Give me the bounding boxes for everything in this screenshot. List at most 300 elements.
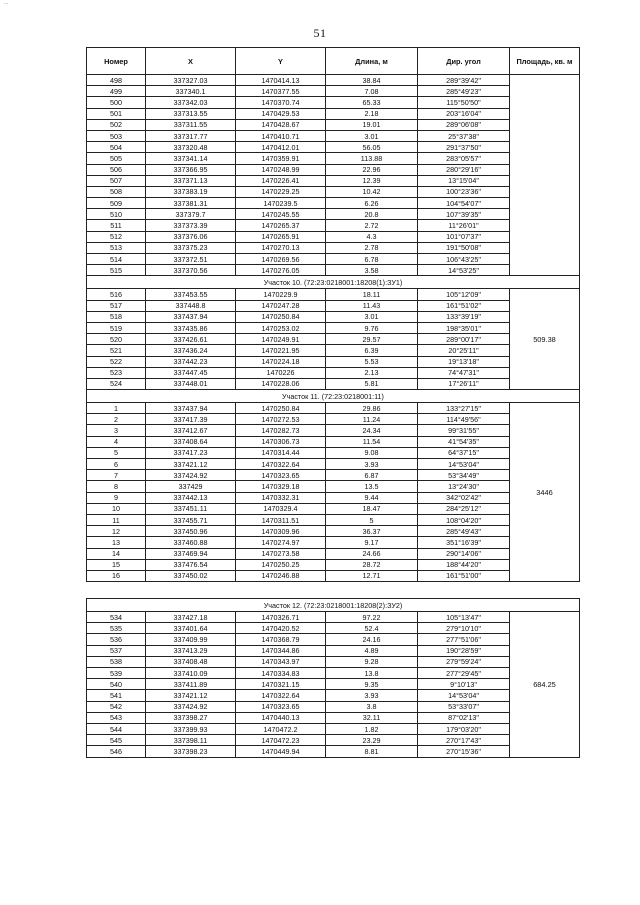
length-cell: 6.87 xyxy=(326,470,418,481)
y-cell: 1470329.18 xyxy=(236,481,326,492)
x-cell: 337426.61 xyxy=(146,334,236,345)
y-cell: 1470332.31 xyxy=(236,492,326,503)
y-cell: 1470377.55 xyxy=(236,86,326,97)
table-body xyxy=(87,75,580,758)
direction-angle-cell: 277°29'45" xyxy=(418,668,510,679)
table-row xyxy=(87,367,580,378)
length-cell: 11.54 xyxy=(326,436,418,447)
length-cell: 24.34 xyxy=(326,425,418,436)
x-cell: 337340.1 xyxy=(146,86,236,97)
point-number-cell: 10 xyxy=(87,503,146,514)
table-row xyxy=(87,345,580,356)
table-row xyxy=(87,425,580,436)
length-cell: 3.93 xyxy=(326,459,418,470)
table-row xyxy=(87,97,580,108)
point-number-cell: 507 xyxy=(87,175,146,186)
direction-angle-cell: 190°28'59" xyxy=(418,645,510,656)
direction-angle-cell: 25°37'38" xyxy=(418,130,510,141)
x-cell: 337437.94 xyxy=(146,403,236,414)
direction-angle-cell: 191°50'08" xyxy=(418,242,510,253)
point-number-cell: 508 xyxy=(87,186,146,197)
point-number-cell: 522 xyxy=(87,356,146,367)
table-row xyxy=(87,130,580,141)
x-cell: 337442.23 xyxy=(146,356,236,367)
x-cell: 337412.67 xyxy=(146,425,236,436)
x-cell: 337455.71 xyxy=(146,514,236,525)
direction-angle-cell: 14°53'25" xyxy=(418,265,510,276)
point-number-cell: 9 xyxy=(87,492,146,503)
direction-angle-cell: 64°37'15" xyxy=(418,447,510,458)
table-row xyxy=(87,254,580,265)
length-cell: 2.13 xyxy=(326,367,418,378)
length-cell: 13.5 xyxy=(326,481,418,492)
y-cell: 1470269.56 xyxy=(236,254,326,265)
table-row xyxy=(87,690,580,701)
length-cell: 5.81 xyxy=(326,378,418,389)
table-row xyxy=(87,242,580,253)
length-cell: 52.4 xyxy=(326,623,418,634)
point-number-cell: 514 xyxy=(87,254,146,265)
y-cell: 1470250.84 xyxy=(236,403,326,414)
length-cell: 2.18 xyxy=(326,108,418,119)
y-cell: 1470270.13 xyxy=(236,242,326,253)
area-cell xyxy=(510,75,580,276)
length-cell: 10.42 xyxy=(326,186,418,197)
point-number-cell: 498 xyxy=(87,75,146,86)
length-cell: 23.29 xyxy=(326,735,418,746)
y-cell: 1470414.13 xyxy=(236,75,326,86)
direction-angle-cell: 101°07'37" xyxy=(418,231,510,242)
x-cell: 337421.12 xyxy=(146,690,236,701)
x-cell: 337448.01 xyxy=(146,378,236,389)
direction-angle-cell: 198°35'01" xyxy=(418,322,510,333)
x-cell: 337429 xyxy=(146,481,236,492)
direction-angle-cell: 291°37'50" xyxy=(418,142,510,153)
x-cell: 337427.18 xyxy=(146,612,236,623)
y-cell: 1470274.97 xyxy=(236,537,326,548)
table-row xyxy=(87,75,580,86)
length-cell: 2.78 xyxy=(326,242,418,253)
table-row xyxy=(87,414,580,425)
table-row xyxy=(87,108,580,119)
length-cell: 24.66 xyxy=(326,548,418,559)
y-cell: 1470253.02 xyxy=(236,322,326,333)
table-row xyxy=(87,701,580,712)
table-row xyxy=(87,153,580,164)
table-row xyxy=(87,119,580,130)
point-number-cell: 517 xyxy=(87,300,146,311)
length-cell: 12.39 xyxy=(326,175,418,186)
x-cell: 337376.06 xyxy=(146,231,236,242)
direction-angle-cell: 104°54'07" xyxy=(418,198,510,209)
x-cell: 337320.48 xyxy=(146,142,236,153)
length-cell: 5.53 xyxy=(326,356,418,367)
y-cell: 1470229.9 xyxy=(236,289,326,300)
y-cell: 1470226.41 xyxy=(236,175,326,186)
direction-angle-cell: 14°53'04" xyxy=(418,459,510,470)
y-cell: 1470334.83 xyxy=(236,668,326,679)
table-row xyxy=(87,231,580,242)
table-row xyxy=(87,403,580,414)
x-cell: 337413.29 xyxy=(146,645,236,656)
length-cell: 13.8 xyxy=(326,668,418,679)
x-cell: 337366.95 xyxy=(146,164,236,175)
y-cell: 1470322.64 xyxy=(236,459,326,470)
length-cell: 32.11 xyxy=(326,712,418,723)
point-number-cell: 518 xyxy=(87,311,146,322)
y-cell: 1470273.58 xyxy=(236,548,326,559)
direction-angle-cell: 105°12'09" xyxy=(418,289,510,300)
direction-angle-cell: 11°26'01" xyxy=(418,220,510,231)
table-row xyxy=(87,679,580,690)
table-row xyxy=(87,612,580,623)
y-cell: 1470326.71 xyxy=(236,612,326,623)
direction-angle-cell: 285°49'43" xyxy=(418,526,510,537)
y-cell: 1470472.23 xyxy=(236,735,326,746)
direction-angle-cell: 115°50'50" xyxy=(418,97,510,108)
x-cell: 337383.19 xyxy=(146,186,236,197)
table-row xyxy=(87,378,580,389)
direction-angle-cell: 280°29'16" xyxy=(418,164,510,175)
point-number-cell: 541 xyxy=(87,690,146,701)
table-row xyxy=(87,559,580,570)
length-cell: 9.76 xyxy=(326,322,418,333)
point-number-cell: 2 xyxy=(87,414,146,425)
x-cell: 337375.23 xyxy=(146,242,236,253)
point-number-cell: 505 xyxy=(87,153,146,164)
table-row xyxy=(87,481,580,492)
header-x: X xyxy=(146,48,236,75)
x-cell: 337447.45 xyxy=(146,367,236,378)
direction-angle-cell: 9°10'13" xyxy=(418,679,510,690)
point-number-cell: 534 xyxy=(87,612,146,623)
point-number-cell: 11 xyxy=(87,514,146,525)
direction-angle-cell: 290°14'06" xyxy=(418,548,510,559)
y-cell: 1470428.67 xyxy=(236,119,326,130)
y-cell: 1470309.96 xyxy=(236,526,326,537)
length-cell: 4.89 xyxy=(326,645,418,656)
direction-angle-cell: 284°25'12" xyxy=(418,503,510,514)
table-row xyxy=(87,645,580,656)
x-cell: 337373.39 xyxy=(146,220,236,231)
y-cell: 1470228.06 xyxy=(236,378,326,389)
length-cell: 12.71 xyxy=(326,570,418,581)
point-number-cell: 535 xyxy=(87,623,146,634)
x-cell: 337408.48 xyxy=(146,656,236,667)
table-row xyxy=(87,668,580,679)
direction-angle-cell: 279°59'24" xyxy=(418,656,510,667)
x-cell: 337450.02 xyxy=(146,570,236,581)
table-row xyxy=(87,86,580,97)
length-cell: 7.08 xyxy=(326,86,418,97)
direction-angle-cell: 203°16'04" xyxy=(418,108,510,119)
section-spacer xyxy=(87,582,580,599)
direction-angle-cell: 99°31'55" xyxy=(418,425,510,436)
point-number-cell: 523 xyxy=(87,367,146,378)
length-cell: 65.33 xyxy=(326,97,418,108)
length-cell: 3.01 xyxy=(326,311,418,322)
point-number-cell: 542 xyxy=(87,701,146,712)
x-cell: 337411.89 xyxy=(146,679,236,690)
table-row xyxy=(87,537,580,548)
point-number-cell: 509 xyxy=(87,198,146,209)
point-number-cell: 544 xyxy=(87,723,146,734)
x-cell: 337476.54 xyxy=(146,559,236,570)
x-cell: 337409.99 xyxy=(146,634,236,645)
direction-angle-cell: 87°02'13" xyxy=(418,712,510,723)
table-header-row xyxy=(87,48,580,75)
area-cell: 3446 xyxy=(510,403,580,582)
point-number-cell: 15 xyxy=(87,559,146,570)
y-cell: 1470250.25 xyxy=(236,559,326,570)
length-cell: 9.28 xyxy=(326,656,418,667)
y-cell: 1470282.73 xyxy=(236,425,326,436)
point-number-cell: 512 xyxy=(87,231,146,242)
y-cell: 1470323.65 xyxy=(236,470,326,481)
x-cell: 337311.55 xyxy=(146,119,236,130)
direction-angle-cell: 270°17'43" xyxy=(418,735,510,746)
point-number-cell: 3 xyxy=(87,425,146,436)
point-number-cell: 545 xyxy=(87,735,146,746)
point-number-cell: 516 xyxy=(87,289,146,300)
x-cell: 337417.23 xyxy=(146,447,236,458)
table-row xyxy=(87,492,580,503)
x-cell: 337408.64 xyxy=(146,436,236,447)
length-cell: 2.72 xyxy=(326,220,418,231)
corner-mark: ... xyxy=(4,0,9,6)
table-row xyxy=(87,265,580,276)
point-number-cell: 537 xyxy=(87,645,146,656)
length-cell: 22.96 xyxy=(326,164,418,175)
point-number-cell: 16 xyxy=(87,570,146,581)
point-number-cell: 519 xyxy=(87,322,146,333)
point-number-cell: 13 xyxy=(87,537,146,548)
y-cell: 1470359.91 xyxy=(236,153,326,164)
y-cell: 1470370.74 xyxy=(236,97,326,108)
length-cell: 1.82 xyxy=(326,723,418,734)
point-number-cell: 540 xyxy=(87,679,146,690)
x-cell: 337370.56 xyxy=(146,265,236,276)
y-cell: 1470449.94 xyxy=(236,746,326,757)
x-cell: 337341.14 xyxy=(146,153,236,164)
direction-angle-cell: 161°51'00" xyxy=(418,570,510,581)
length-cell: 4.3 xyxy=(326,231,418,242)
x-cell: 337342.03 xyxy=(146,97,236,108)
direction-angle-cell: 133°39'19" xyxy=(418,311,510,322)
direction-angle-cell: 289°39'42" xyxy=(418,75,510,86)
direction-angle-cell: 161°51'02" xyxy=(418,300,510,311)
direction-angle-cell: 289°06'08" xyxy=(418,119,510,130)
point-number-cell: 511 xyxy=(87,220,146,231)
length-cell: 9.17 xyxy=(326,537,418,548)
y-cell: 1470247.28 xyxy=(236,300,326,311)
x-cell: 337435.86 xyxy=(146,322,236,333)
length-cell: 11.43 xyxy=(326,300,418,311)
x-cell: 337398.27 xyxy=(146,712,236,723)
point-number-cell: 499 xyxy=(87,86,146,97)
direction-angle-cell: 351°16'39" xyxy=(418,537,510,548)
header-length: Длина, м xyxy=(326,48,418,75)
y-cell: 1470226 xyxy=(236,367,326,378)
table-row xyxy=(87,735,580,746)
y-cell: 1470245.55 xyxy=(236,209,326,220)
table-row xyxy=(87,634,580,645)
area-cell: 684.25 xyxy=(510,612,580,757)
point-number-cell: 500 xyxy=(87,97,146,108)
y-cell: 1470429.53 xyxy=(236,108,326,119)
y-cell: 1470329.4 xyxy=(236,503,326,514)
table-row xyxy=(87,548,580,559)
length-cell: 24.16 xyxy=(326,634,418,645)
x-cell: 337442.13 xyxy=(146,492,236,503)
x-cell: 337437.94 xyxy=(146,311,236,322)
point-number-cell: 502 xyxy=(87,119,146,130)
x-cell: 337469.94 xyxy=(146,548,236,559)
table-row xyxy=(87,723,580,734)
point-number-cell: 538 xyxy=(87,656,146,667)
length-cell: 29.86 xyxy=(326,403,418,414)
point-number-cell: 8 xyxy=(87,481,146,492)
direction-angle-cell: 100°23'36" xyxy=(418,186,510,197)
point-number-cell: 504 xyxy=(87,142,146,153)
table-row xyxy=(87,470,580,481)
x-cell: 337460.88 xyxy=(146,537,236,548)
table-row xyxy=(87,514,580,525)
length-cell: 11.24 xyxy=(326,414,418,425)
table-row xyxy=(87,209,580,220)
direction-angle-cell: 114°49'56" xyxy=(418,414,510,425)
x-cell: 337417.39 xyxy=(146,414,236,425)
direction-angle-cell: 13°24'30" xyxy=(418,481,510,492)
y-cell: 1470344.86 xyxy=(236,645,326,656)
length-cell: 3.8 xyxy=(326,701,418,712)
length-cell: 18.11 xyxy=(326,289,418,300)
y-cell: 1470368.79 xyxy=(236,634,326,645)
section-title-row xyxy=(87,599,580,612)
direction-angle-cell: 108°04'20" xyxy=(418,514,510,525)
direction-angle-cell: 179°03'20" xyxy=(418,723,510,734)
x-cell: 337398.23 xyxy=(146,746,236,757)
direction-angle-cell: 342°02'42" xyxy=(418,492,510,503)
direction-angle-cell: 19°13'18" xyxy=(418,356,510,367)
table-row xyxy=(87,164,580,175)
table-row xyxy=(87,746,580,757)
table-row xyxy=(87,526,580,537)
section-title: Участок 10. (72:23:0218001:18208(1):ЗУ1) xyxy=(87,276,580,289)
page-number: 51 xyxy=(313,26,327,40)
direction-angle-cell: 277°51'06" xyxy=(418,634,510,645)
section-title-row xyxy=(87,276,580,289)
length-cell: 6.39 xyxy=(326,345,418,356)
y-cell: 1470323.65 xyxy=(236,701,326,712)
direction-angle-cell: 17°26'11" xyxy=(418,378,510,389)
header-direction-angle: Дир. угол xyxy=(418,48,510,75)
length-cell: 6.26 xyxy=(326,198,418,209)
direction-angle-cell: 283°05'57" xyxy=(418,153,510,164)
point-number-cell: 539 xyxy=(87,668,146,679)
x-cell: 337399.93 xyxy=(146,723,236,734)
direction-angle-cell: 53°34'49" xyxy=(418,470,510,481)
direction-angle-cell: 53°33'07" xyxy=(418,701,510,712)
y-cell: 1470343.97 xyxy=(236,656,326,667)
x-cell: 337398.11 xyxy=(146,735,236,746)
x-cell: 337381.31 xyxy=(146,198,236,209)
y-cell: 1470239.5 xyxy=(236,198,326,209)
point-number-cell: 503 xyxy=(87,130,146,141)
length-cell: 36.37 xyxy=(326,526,418,537)
length-cell: 20.8 xyxy=(326,209,418,220)
point-number-cell: 513 xyxy=(87,242,146,253)
point-number-cell: 515 xyxy=(87,265,146,276)
point-number-cell: 506 xyxy=(87,164,146,175)
table-row xyxy=(87,356,580,367)
point-number-cell: 6 xyxy=(87,459,146,470)
x-cell: 337401.64 xyxy=(146,623,236,634)
length-cell: 9.44 xyxy=(326,492,418,503)
length-cell: 5 xyxy=(326,514,418,525)
section-title: Участок 12. (72:23:0218001:18208(2):ЗУ2) xyxy=(87,599,580,612)
point-number-cell: 501 xyxy=(87,108,146,119)
length-cell: 3.93 xyxy=(326,690,418,701)
x-cell: 337317.77 xyxy=(146,130,236,141)
x-cell: 337424.92 xyxy=(146,470,236,481)
point-number-cell: 4 xyxy=(87,436,146,447)
point-number-cell: 524 xyxy=(87,378,146,389)
x-cell: 337436.24 xyxy=(146,345,236,356)
header-number: Номер xyxy=(87,48,146,75)
direction-angle-cell: 279°10'10" xyxy=(418,623,510,634)
point-number-cell: 521 xyxy=(87,345,146,356)
direction-angle-cell: 41°54'35" xyxy=(418,436,510,447)
y-cell: 1470314.44 xyxy=(236,447,326,458)
length-cell: 19.01 xyxy=(326,119,418,130)
length-cell: 3.01 xyxy=(326,130,418,141)
table-row xyxy=(87,503,580,514)
direction-angle-cell: 20°25'11" xyxy=(418,345,510,356)
x-cell: 337450.96 xyxy=(146,526,236,537)
direction-angle-cell: 107°39'35" xyxy=(418,209,510,220)
table-row xyxy=(87,570,580,581)
section-title-row xyxy=(87,390,580,403)
y-cell: 1470440.13 xyxy=(236,712,326,723)
header-area: Площадь, кв. м xyxy=(510,48,580,75)
section-title: Участок 11. (72:23:0218001:11) xyxy=(87,390,580,403)
y-cell: 1470250.84 xyxy=(236,311,326,322)
table-row xyxy=(87,447,580,458)
direction-angle-cell: 106°43'25" xyxy=(418,254,510,265)
x-cell: 337327.03 xyxy=(146,75,236,86)
y-cell: 1470265.37 xyxy=(236,220,326,231)
point-number-cell: 536 xyxy=(87,634,146,645)
table-row xyxy=(87,623,580,634)
direction-angle-cell: 285°49'23" xyxy=(418,86,510,97)
y-cell: 1470311.51 xyxy=(236,514,326,525)
y-cell: 1470224.18 xyxy=(236,356,326,367)
point-number-cell: 14 xyxy=(87,548,146,559)
y-cell: 1470410.71 xyxy=(236,130,326,141)
length-cell: 38.84 xyxy=(326,75,418,86)
point-number-cell: 543 xyxy=(87,712,146,723)
table-row xyxy=(87,712,580,723)
length-cell: 97.22 xyxy=(326,612,418,623)
table-row xyxy=(87,289,580,300)
x-cell: 337313.55 xyxy=(146,108,236,119)
length-cell: 28.72 xyxy=(326,559,418,570)
table-row xyxy=(87,459,580,470)
x-cell: 337379.7 xyxy=(146,209,236,220)
y-cell: 1470272.53 xyxy=(236,414,326,425)
length-cell: 29.57 xyxy=(326,334,418,345)
